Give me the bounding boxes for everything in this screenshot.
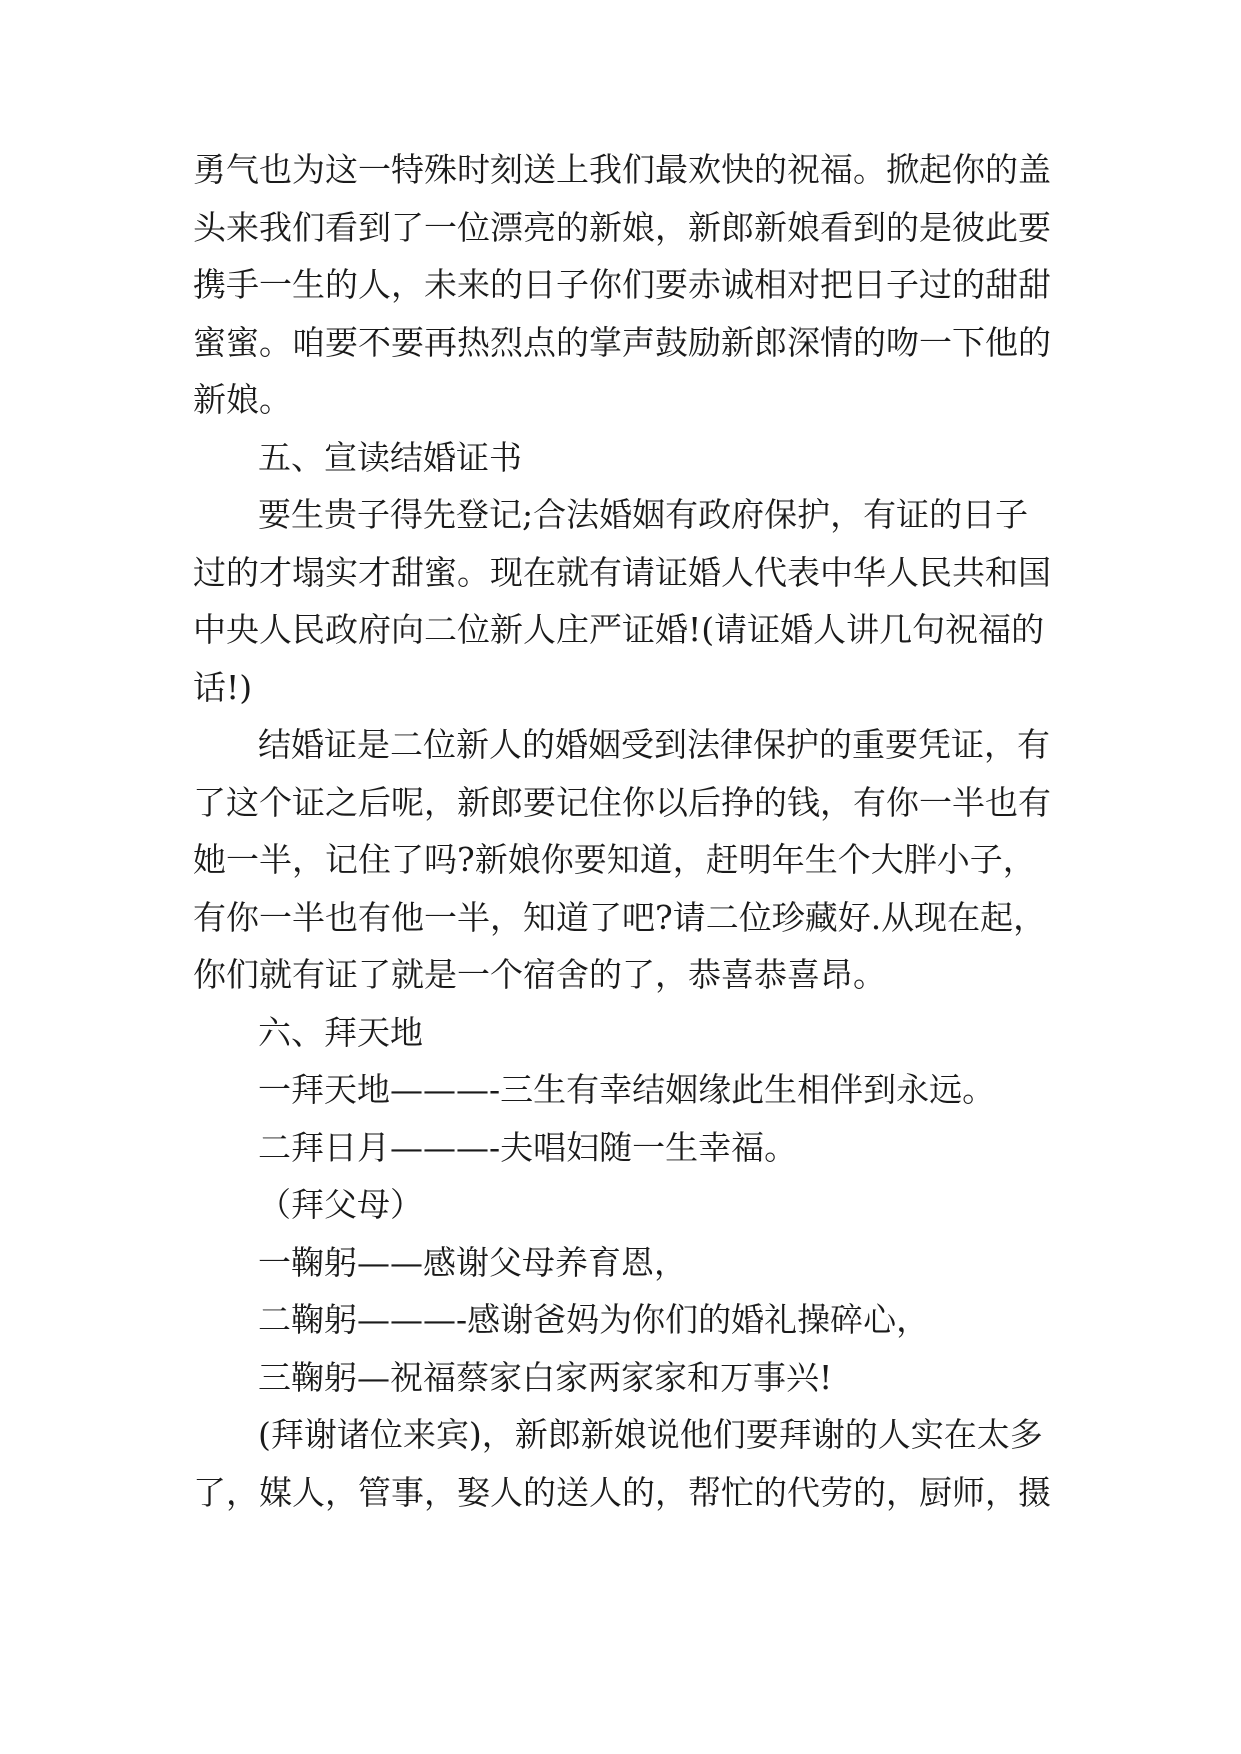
paragraph-line: 有你一半也有他一半，知道了吧?请二位珍藏好.从现在起， (193, 898, 1047, 937)
paragraph-line: 过的才塌实才甜蜜。现在就有请证婚人代表中华人民共和国 (193, 553, 1051, 592)
paragraph-line: 一拜天地———-三生有幸结姻缘此生相伴到永远。 (258, 1070, 996, 1109)
section-heading-5: 五、宣读结婚证书 (258, 438, 522, 477)
paragraph-line: 二鞠躬———-感谢爸妈为你们的婚礼操碎心， (258, 1300, 930, 1339)
paragraph-line: 中央人民政府向二位新人庄严证婚!(请证婚人讲几句祝福的 (193, 610, 1045, 649)
paragraph-line: 三鞠躬—祝福蔡家白家两家家和万事兴! (258, 1358, 833, 1397)
paragraph-line: 一鞠躬——感谢父母养育恩， (258, 1243, 687, 1282)
paragraph-line: (拜谢诸位来宾)，新郎新娘说他们要拜谢的人实在太多 (258, 1415, 1043, 1454)
paragraph-line: 结婚证是二位新人的婚姻受到法律保护的重要凭证，有 (258, 725, 1050, 764)
paragraph-line: 二拜日月———-夫唱妇随一生幸福。 (258, 1128, 798, 1167)
section-heading-6: 六、拜天地 (258, 1013, 423, 1052)
paragraph-line: 新娘。 (193, 380, 292, 419)
paragraph-line: 勇气也为这一特殊时刻送上我们最欢快的祝福。掀起你的盖 (193, 150, 1051, 189)
paragraph-line: 携手一生的人，未来的日子你们要赤诚相对把日子过的甜甜 (193, 265, 1051, 304)
paragraph-line: 你们就有证了就是一个宿舍的了，恭喜恭喜昂。 (193, 955, 886, 994)
paragraph-line: 了这个证之后呢，新郎要记住你以后挣的钱，有你一半也有 (193, 783, 1051, 822)
paragraph-line: 她一半，记住了吗?新娘你要知道，赶明年生个大胖小子， (193, 840, 1036, 879)
paragraph-line: 要生贵子得先登记;合法婚姻有政府保护，有证的日子 (258, 495, 1029, 534)
paragraph-line: 蜜蜜。咱要不要再热烈点的掌声鼓励新郎深情的吻一下他的 (193, 323, 1051, 362)
paragraph-line: 话!) (193, 668, 253, 707)
paragraph-line: 了，媒人，管事，娶人的送人的，帮忙的代劳的，厨师，摄 (193, 1473, 1051, 1512)
paragraph-line: 头来我们看到了一位漂亮的新娘，新郎新娘看到的是彼此要 (193, 208, 1051, 247)
paragraph-line: （拜父母） (258, 1185, 423, 1224)
